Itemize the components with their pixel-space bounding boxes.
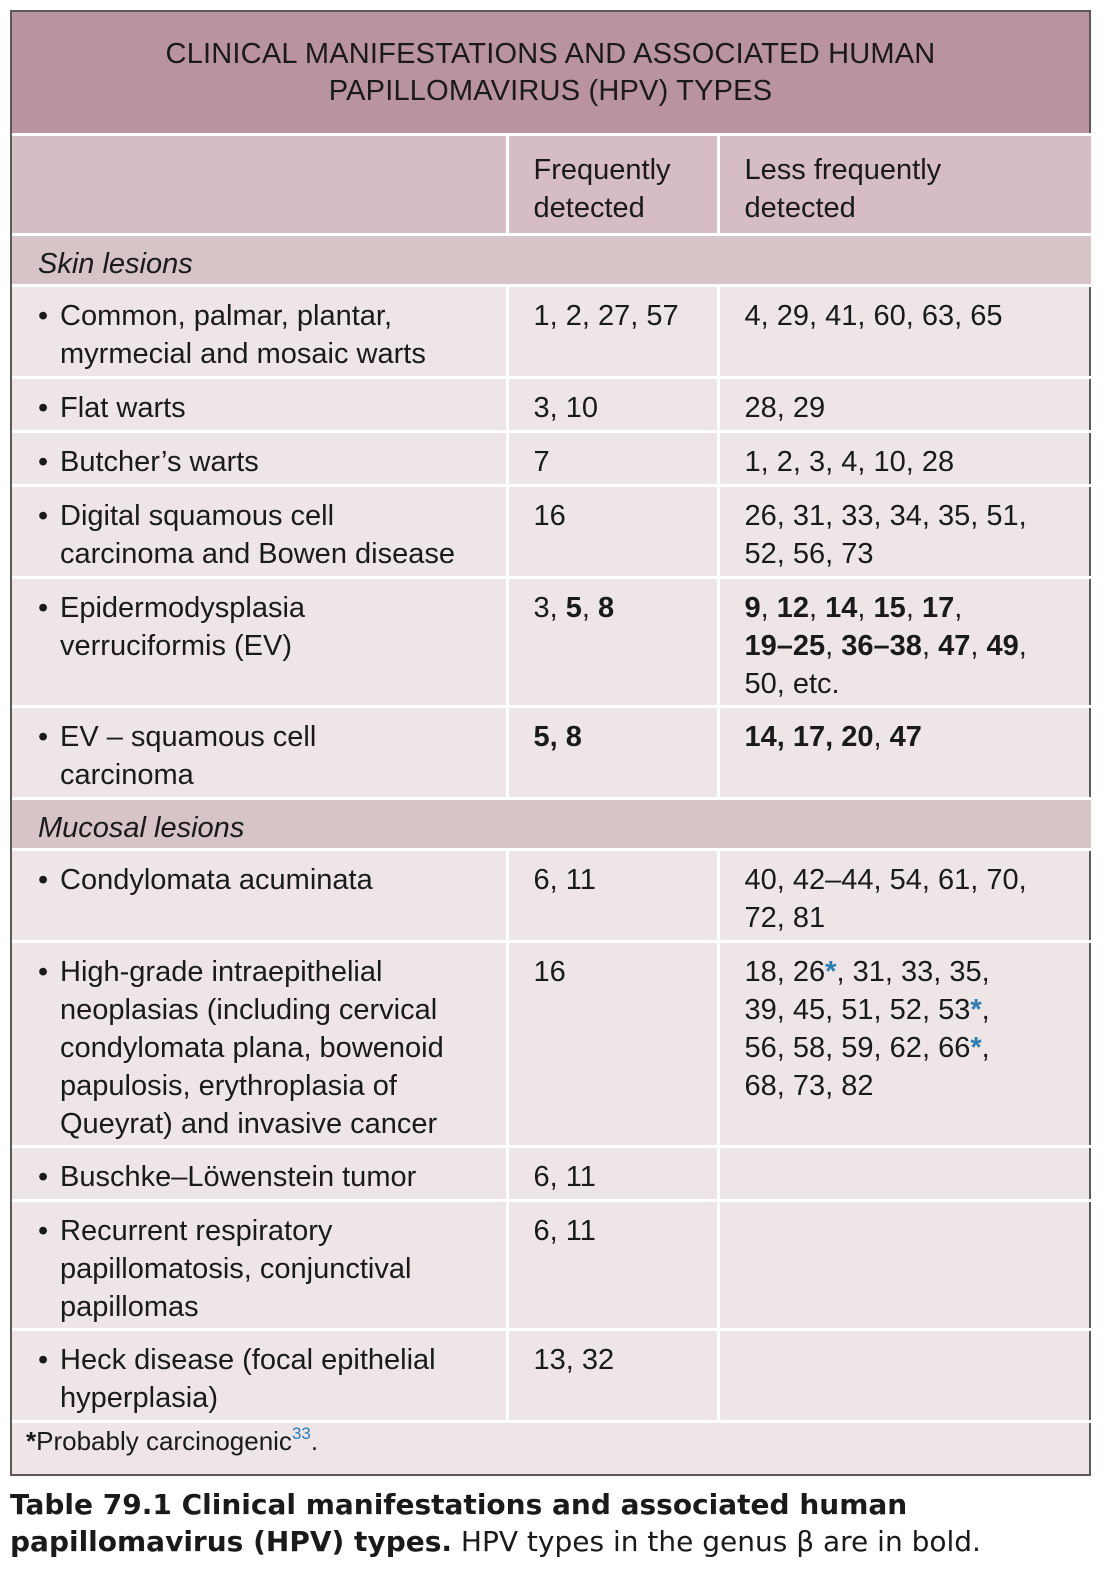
table-title-line-2: PAPILLOMAVIRUS (HPV) TYPES [328, 74, 773, 107]
lesion-cell [12, 486, 507, 578]
hpv-type-beta: 8 [565, 721, 582, 753]
less-frequent-cell: 28, 29 [718, 378, 1091, 432]
frequent-cell: 3, 10 [507, 378, 718, 432]
hpv-type: 39 [744, 994, 777, 1026]
frequent-cell: 16 [507, 486, 718, 578]
hpv-type: 31 [852, 956, 885, 988]
less-frequent-cell: 1, 2, 3, 4, 10, 28 [718, 432, 1091, 486]
footnote-text: Probably carcinogenic [36, 1426, 292, 1456]
hpv-type-beta: 15 [873, 592, 906, 624]
lesion-cell [12, 850, 507, 942]
header-less-line-2: detected [744, 192, 856, 224]
bullet: • [38, 446, 49, 478]
header-frequent-cell [507, 135, 718, 235]
hpv-type: 62 [889, 1032, 922, 1064]
hpv-type-beta: 49 [986, 630, 1019, 662]
lesion-cell [12, 578, 507, 707]
lesion-line: Queyrat) and invasive cancer [60, 1108, 438, 1140]
carcinogenic-asterisk: * [825, 956, 837, 988]
frequent-cell: 6, 11 [507, 850, 718, 942]
lesion-line: papulosis, erythroplasia of [60, 1070, 397, 1102]
section-row-skin [12, 235, 1091, 286]
hpv-type-beta: 20 [841, 721, 874, 753]
hpv-type-beta: 8 [598, 592, 615, 624]
bullet: • [38, 300, 49, 332]
hpv-type-beta: 17 [792, 721, 826, 753]
lesion-cell [12, 1201, 507, 1330]
hpv-type: 52 [889, 994, 922, 1026]
lesion-line: neoplasias (including cervical [60, 994, 438, 1026]
table-row [12, 1330, 1091, 1422]
bullet: • [38, 500, 49, 532]
hpv-type-beta: 14 [744, 721, 777, 753]
less-line: 68, 73, 82 [744, 1070, 874, 1102]
frequent-cell: 13, 32 [507, 1330, 718, 1422]
bullet: • [38, 1344, 49, 1376]
less-line: 18, 26*, 31, 33, 35, [744, 956, 990, 988]
lesion-line: papillomatosis, conjunctival [60, 1253, 412, 1285]
lesion-line: Butcher’s warts [60, 446, 259, 478]
lesion-cell [12, 432, 507, 486]
lesion-cell [12, 286, 507, 378]
bullet: • [38, 392, 49, 424]
bullet: • [38, 1215, 49, 1247]
lesion-line: carcinoma [60, 759, 194, 791]
less-line: 26, 31, 33, 34, 35, 51, [744, 500, 1027, 532]
carcinogenic-asterisk: * [970, 1032, 982, 1064]
table-grid [12, 133, 1091, 1482]
hpv-type: 59 [841, 1032, 874, 1064]
table-row [12, 486, 1091, 578]
table-row [12, 1147, 1091, 1201]
section-row-mucosal [12, 799, 1091, 850]
hpv-type-beta: 5 [565, 592, 582, 624]
frequent-cell: 1, 2, 27, 57 [507, 286, 718, 378]
frequent-cell: 16 [507, 942, 718, 1147]
table-title-line-1: CLINICAL MANIFESTATIONS AND ASSOCIATED HUMAN [165, 37, 936, 70]
section-label-skin: Skin lesions [12, 235, 1091, 286]
bullet: • [38, 1161, 49, 1193]
hpv-type-beta: 5 [533, 721, 550, 753]
lesion-line: carcinoma and Bowen disease [60, 538, 455, 570]
hpv-table [10, 10, 1091, 1476]
hpv-type: 51 [841, 994, 874, 1026]
hpv-type: 45 [792, 994, 826, 1026]
lesion-line: hyperplasia) [60, 1382, 218, 1414]
footnote-asterisk: * [26, 1426, 37, 1456]
hpv-type: 68 [744, 1070, 777, 1102]
less-frequent-cell [718, 1330, 1091, 1422]
header-lesion-cell [12, 135, 507, 235]
footnote: *Probably carcinogenic$^{33}$. [26, 1424, 319, 1456]
less-line: 50, etc. [744, 668, 840, 700]
hpv-type-beta: 14 [825, 592, 858, 624]
column-header-row [12, 135, 1091, 235]
frequent-cell: 6, 11 [507, 1147, 718, 1201]
less-line: 52, 56, 73 [744, 538, 874, 570]
less-frequent-cell: 4, 29, 41, 60, 63, 65 [718, 286, 1091, 378]
table-row [12, 578, 1091, 707]
caption-bold: Table 79.1 Clinical manifestations and associated human papillomavirus (HPV) types. [10, 1488, 908, 1558]
hpv-type-beta: 47 [889, 721, 922, 753]
less-line: 19–25, 36–38, 47, 49, [744, 630, 1027, 662]
table-row [12, 286, 1091, 378]
hpv-type: 3 [533, 592, 550, 624]
hpv-type-beta: 9 [744, 592, 761, 624]
header-frequent-line-2: detected [533, 192, 645, 224]
lesion-line: Common, palmar, plantar, [60, 300, 393, 332]
hpv-type-beta: 17 [921, 592, 955, 624]
less-frequent-cell [718, 1147, 1091, 1201]
lesion-line: condylomata plana, bowenoid [60, 1032, 444, 1064]
table-row [12, 942, 1091, 1147]
hpv-type: 73 [792, 1070, 826, 1102]
lesion-line: Digital squamous cell [60, 500, 335, 532]
reference-33[interactable]: 33 [291, 1424, 311, 1443]
less-line: 72, 81 [744, 902, 826, 934]
bullet: • [38, 864, 49, 896]
lesion-line: High-grade intraepithelial [60, 956, 383, 988]
carcinogenic-asterisk: * [970, 994, 982, 1026]
frequent-cell: 7 [507, 432, 718, 486]
less-line: 9, 12, 14, 15, 17, [744, 592, 963, 624]
lesion-line: Condylomata acuminata [60, 864, 373, 896]
table-row [12, 1201, 1091, 1330]
lesion-line: papillomas [60, 1291, 199, 1323]
lesion-cell [12, 1147, 507, 1201]
less-frequent-cell [718, 486, 1091, 578]
table-row [12, 850, 1091, 942]
hpv-type-beta: 19–25 [744, 630, 826, 662]
hpv-type: 33 [900, 956, 934, 988]
header-frequent-line-1: Frequently [533, 154, 671, 186]
lesion-cell [12, 707, 507, 799]
bullet: • [38, 721, 49, 753]
less-line: 39, 45, 51, 52, 53*, [744, 994, 990, 1026]
frequent-cell: 5, 8 [507, 707, 718, 799]
section-label-mucosal: Mucosal lesions [12, 799, 1091, 850]
frequent-cell: 6, 11 [507, 1201, 718, 1330]
less-frequent-cell: 14, 17, 20, 47 [718, 707, 1091, 799]
lesion-line: Recurrent respiratory [60, 1215, 333, 1247]
hpv-type: 35 [949, 956, 982, 988]
header-less-line-1: Less frequently [744, 154, 942, 186]
caption-text: HPV types in the genus β are in bold. [452, 1525, 981, 1558]
frequent-cell: 3, 5, 8 [507, 578, 718, 707]
table-caption [10, 1486, 1090, 1560]
bullet: • [38, 592, 49, 624]
lesion-cell [12, 378, 507, 432]
less-frequent-cell [718, 1201, 1091, 1330]
hpv-type-beta: 36–38 [841, 630, 922, 662]
lesion-line: Buschke–Löwenstein tumor [60, 1161, 417, 1193]
lesion-cell [12, 942, 507, 1147]
table-row [12, 378, 1091, 432]
hpv-type-beta: 12 [776, 592, 810, 624]
hpv-type: 58 [792, 1032, 826, 1064]
less-line: 56, 58, 59, 62, 66*, [744, 1032, 990, 1064]
less-frequent-cell [718, 850, 1091, 942]
lesion-line: myrmecial and mosaic warts [60, 338, 426, 370]
lesion-line: Heck disease (focal epithelial [60, 1344, 436, 1376]
less-frequent-cell [718, 578, 1091, 707]
lesion-line: verruciformis (EV) [60, 630, 293, 662]
table-row [12, 707, 1091, 799]
bullet: • [38, 956, 49, 988]
hpv-type: 53 [938, 994, 971, 1026]
lesion-line: Flat warts [60, 392, 186, 424]
lesion-line: EV – squamous cell [60, 721, 317, 753]
table-row [12, 432, 1091, 486]
lesion-cell [12, 1330, 507, 1422]
less-frequent-cell [718, 942, 1091, 1147]
less-line: 40, 42–44, 54, 61, 70, [744, 864, 1027, 896]
table-title [12, 12, 1089, 133]
header-less-cell [718, 135, 1091, 235]
lesion-line: Epidermodysplasia [60, 592, 306, 624]
hpv-type: 66 [938, 1032, 971, 1064]
hpv-type: 82 [841, 1070, 874, 1102]
hpv-type: 56 [744, 1032, 777, 1064]
hpv-type: 26 [792, 956, 826, 988]
hpv-type-beta: 47 [938, 630, 971, 662]
hpv-type: 18 [744, 956, 777, 988]
